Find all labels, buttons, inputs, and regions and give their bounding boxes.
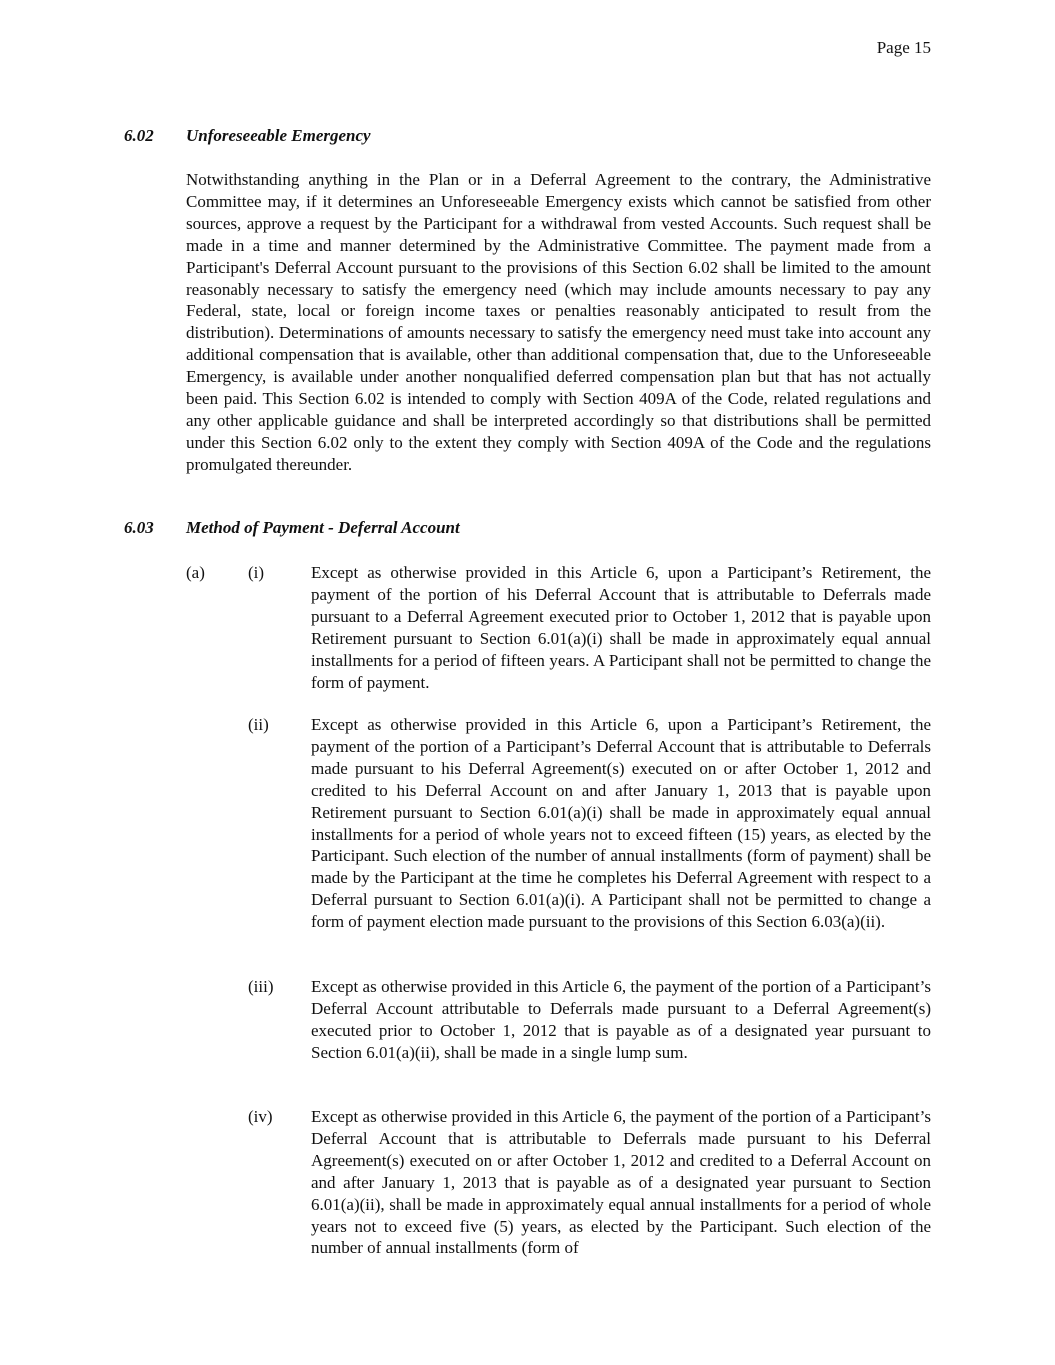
item-label-iv: (iv)	[248, 1107, 273, 1126]
section-number: 6.03	[124, 518, 154, 537]
section-title: Method of Payment - Deferral Account	[186, 518, 460, 537]
section-title: Unforeseeable Emergency	[186, 126, 371, 145]
item-text-iii: Except as otherwise provided in this Article 6, the payment of the portion of a Participant’s Deferral Account attributable to Deferrals made pursuant to a Deferral Agreement(s) executed prior to October 1, 2012 that is payable as of a designated year pursuant to Section 6.01(a)(ii), shall be made in a single lump sum.	[311, 977, 931, 1062]
section-heading-6-03	[124, 517, 460, 539]
section-body-6-02: Notwithstanding anything in the Plan or in a Deferral Agreement to the contrary, the Administrative Committee may, if it determines an Unforeseeable Emergency exists which cannot be satisfied from other sources, approve a request by the Participant for a withdrawal from vested Accounts. Such request shall be made in a time and manner determined by the Administrative Committee. The payment made from a Participant's Deferral Account pursuant to the provisions of this Section 6.02 shall be limited to the amount reasonably necessary to satisfy the emergency need (which may include amounts necessary to pay any Federal, state, local or foreign income taxes or penalties reasonably anticipated to result from the distribution). Determinations of amounts necessary to satisfy the emergency need must take into account any additional compensation that is available, other than additional compensation that, due to the Unforeseeable Emergency, is available under another nonqualified deferred compensation plan but that has not actually been paid. This Section 6.02 is intended to comply with Section 409A of the Code, related regulations and any other applicable guidance and shall be interpreted accordingly so that distributions shall be permitted under this Section 6.02 only to the extent they comply with Section 409A of the Code and the regulations promulgated thereunder.	[186, 170, 931, 474]
item-text-i: Except as otherwise provided in this Article 6, upon a Participant’s Retirement, the payment of the portion of his Deferral Account that is attributable to Deferrals made pursuant to a Deferral Agreement executed prior to October 1, 2012 that is payable upon Retirement pursuant to Section 6.01(a)(i) shall be made in approximately equal annual installments for a period of fifteen years. A Participant shall not be permitted to change the form of payment.	[311, 563, 931, 692]
section-number: 6.02	[124, 126, 154, 145]
section-heading-6-02	[124, 125, 371, 147]
item-text-ii: Except as otherwise provided in this Article 6, upon a Participant’s Retirement, the payment of the portion of a Participant’s Deferral Account that is attributable to Deferrals made pursuant to his Deferral Agreement(s) executed on or after October 1, 2012 and credited to his Deferral Account on and after January 1, 2013 that is payable upon Retirement pursuant to Section 6.01(a)(i) shall be made in approximately equal annual installments for a period of whole years not to exceed fifteen (15) years, as elected by the Participant. Such election of the number of annual installments (form of payment) shall be made by the Participant at the time he completes his Deferral Agreement with respect to a Deferral pursuant to Section 6.01(a)(i). A Participant shall not be permitted to change a form of payment election made pursuant to the provisions of this Section 6.03(a)(ii).	[311, 715, 931, 932]
page-number: Page 15	[876, 38, 931, 57]
subsection-label-a: (a)	[186, 563, 205, 582]
item-label-iii: (iii)	[248, 977, 274, 996]
item-label-ii: (ii)	[248, 715, 269, 734]
item-text-iv: Except as otherwise provided in this Article 6, the payment of the portion of a Participant’s Deferral Account that is attributable to Deferrals made pursuant to his Deferral Agreement(s) executed on or after October 1, 2012 and credited to a Deferral Account on and after January 1, 2013 that is payable as of a designated year pursuant to Section 6.01(a)(ii), shall be made in approximately equal annual installments for a period of whole years not to exceed five (5) years, as elected by the Participant. Such election of the number of annual installments (form of	[311, 1107, 931, 1258]
item-label-i: (i)	[248, 563, 265, 582]
